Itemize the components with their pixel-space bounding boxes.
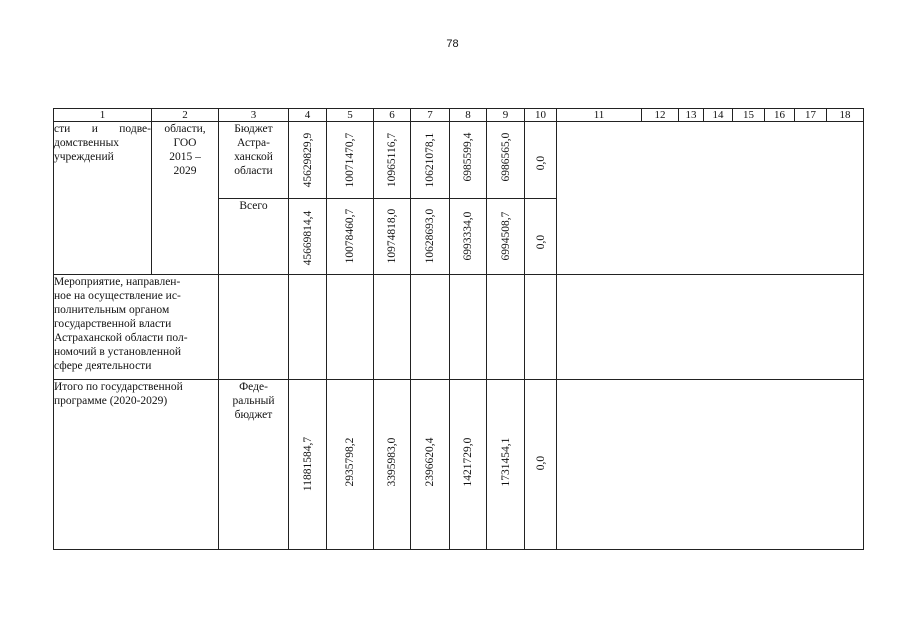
col-header: 12 [642,109,679,122]
value: 10628693,0 [424,208,436,264]
program-total-cell [54,380,219,550]
value: 10071470,7 [344,132,356,188]
funding-source-line: Феде- [239,381,268,393]
funding-source-cell [219,199,289,275]
activity-name-line: сти и подве- [54,123,151,135]
value-cell [411,199,450,275]
empty-cell [487,275,525,380]
activity-description-line: ное на осуществление ис- [54,290,181,302]
executor-line: области, [164,123,206,135]
table-row [54,122,864,199]
col-header: 7 [411,109,450,122]
empty-cell [557,380,864,550]
value: 10965116,7 [386,132,398,188]
activity-description-line: Астраханской области пол- [54,332,188,344]
funding-source-cell [219,122,289,199]
executor-cell [152,122,219,275]
activity-description-cell [54,275,219,380]
col-header: 9 [487,109,525,122]
empty-cell [525,275,557,380]
value: 10078460,7 [344,208,356,264]
value: 2935798,2 [344,437,356,487]
funding-source-cell [219,380,289,550]
col-header: 3 [219,109,289,122]
activity-description-line: сфере деятельности [54,360,152,372]
col-header: 10 [525,109,557,122]
value: 6993334,0 [462,211,474,261]
value-cell [289,122,327,199]
value: 0,0 [534,455,547,471]
empty-cell [219,275,289,380]
value-cell [487,122,525,199]
value: 45669814,4 [301,210,314,266]
funding-source-line: ральный [232,395,275,407]
activity-description-line: государственной власти [54,318,172,330]
value-cell [374,199,411,275]
col-header: 14 [704,109,733,122]
executor-line: ГОО [173,137,197,149]
value: 6986565,0 [499,132,512,182]
table-row [54,275,864,380]
empty-cell [374,275,411,380]
empty-cell [289,275,327,380]
value-cell [374,122,411,199]
empty-cell [327,275,374,380]
executor-line: 2029 [173,165,197,177]
funding-source-line: ханской [234,151,273,163]
col-header: 16 [765,109,795,122]
value: 2396620,4 [424,437,436,487]
col-header: 15 [733,109,765,122]
value: 45629829,9 [301,132,314,188]
value: 6994508,7 [499,211,512,261]
col-header: 17 [795,109,827,122]
value: 10974818,0 [386,208,398,264]
value-cell [411,380,450,550]
page-number: 78 [446,38,459,50]
value: 0,0 [534,155,547,171]
activity-description-line: номочий в установленной [54,346,182,358]
value: 0,0 [534,234,547,250]
value: 3395983,0 [386,437,398,487]
program-total-line: программе (2020-2029) [54,395,168,407]
value-cell [289,199,327,275]
empty-cell [557,122,864,275]
empty-cell [450,275,487,380]
value: 1421729,0 [462,437,474,487]
table-row [54,380,864,550]
value-cell [525,199,557,275]
col-header: 1 [54,109,152,122]
funding-source-line: Астра- [237,137,270,149]
funding-source-line: бюджет [234,409,273,421]
program-budget-table [53,108,864,550]
value-cell [525,122,557,199]
activity-description-line: Мероприятие, направлен- [54,276,181,288]
value-cell [487,380,525,550]
col-header: 8 [450,109,487,122]
value-cell [411,122,450,199]
value: 10621078,1 [424,132,436,188]
value: 6985599,4 [462,132,474,182]
value-cell [525,380,557,550]
header-row [54,109,864,122]
col-header: 6 [374,109,411,122]
value: 11881584,7 [301,436,314,492]
value-cell [450,122,487,199]
col-header: 13 [679,109,704,122]
program-total-line: Итого по государственной [54,381,183,393]
executor-line: 2015 – [169,151,201,163]
value-cell [450,199,487,275]
col-header: 4 [289,109,327,122]
col-header: 2 [152,109,219,122]
activity-description-line: полнительным органом [54,304,170,316]
value-cell [374,380,411,550]
value-cell [327,380,374,550]
value-cell [450,380,487,550]
activity-name-cell [54,122,152,275]
activity-name-line: домственных учреждений [54,137,120,163]
empty-cell [411,275,450,380]
funding-source-line: Всего [239,200,268,212]
value-cell [327,122,374,199]
col-header: 18 [827,109,864,122]
value: 1731454,1 [499,437,512,487]
funding-source-line: Бюджет [234,123,273,135]
empty-cell [557,275,864,380]
funding-source-line: области [234,165,273,177]
value-cell [327,199,374,275]
value-cell [487,199,525,275]
col-header: 5 [327,109,374,122]
col-header: 11 [557,109,642,122]
value-cell [289,380,327,550]
